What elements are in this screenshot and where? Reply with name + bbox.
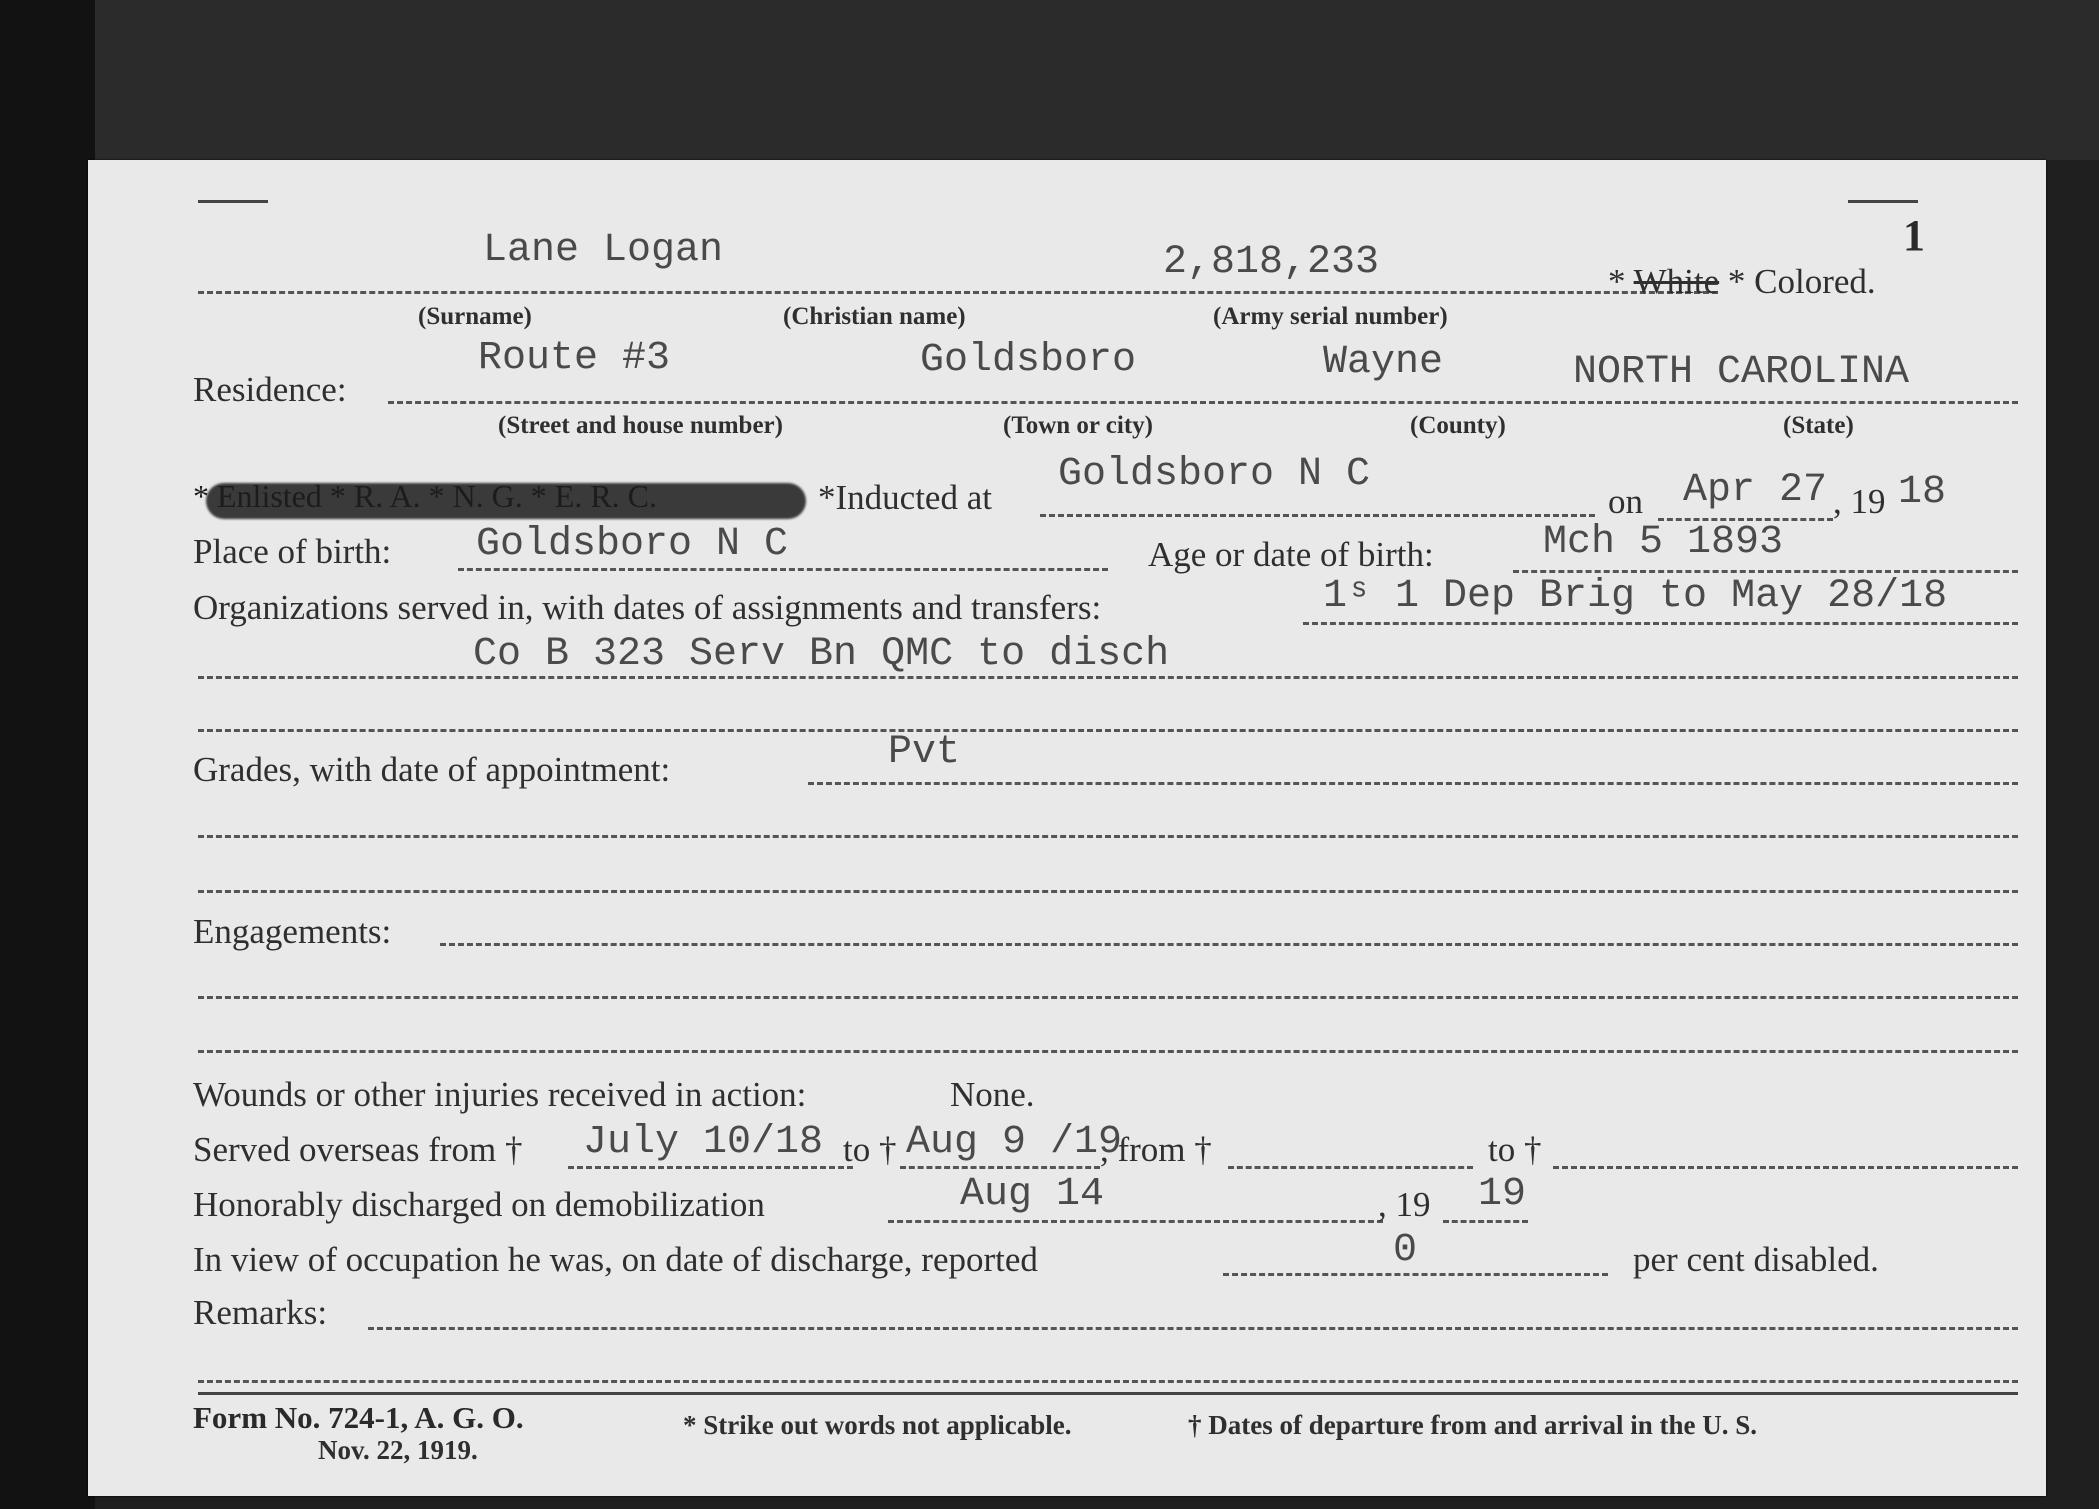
footnote-dates: † Dates of departure from and arrival in the U. S. — [1188, 1410, 1757, 1440]
form-number: Form No. 724-1, A. G. O. — [193, 1400, 524, 1435]
caption-christian-name: (Christian name) — [783, 303, 966, 330]
birthdate-value: Mch 5 1893 — [1543, 520, 1784, 565]
organizations-label: Organizations served in, with dates of assignments and transfers: — [193, 588, 1102, 627]
organizations-line-1 — [1303, 622, 2018, 625]
enlisted-options: * Enlisted * R. A. * N. G. * E. R. C. — [193, 478, 658, 514]
organization-entry-2: Co B 323 Serv Bn QMC to disch — [473, 632, 1170, 677]
overseas-to2-line — [1553, 1166, 2018, 1169]
footer-rule — [198, 1392, 2018, 1395]
grades-label: Grades, with date of appointment: — [193, 750, 671, 789]
overseas-from2-line — [1228, 1166, 1473, 1169]
discharge-date-line — [888, 1220, 1383, 1223]
remarks-line-1 — [368, 1327, 2018, 1330]
grades-line-3 — [198, 890, 2018, 893]
discharge-year-prefix: , 19 — [1378, 1185, 1431, 1224]
birthplace-label: Place of birth: — [193, 532, 392, 571]
service-record-card — [88, 160, 2046, 1496]
form-date: Nov. 22, 1919. — [318, 1435, 478, 1465]
caption-surname: (Surname) — [418, 303, 532, 330]
disability-line — [1223, 1273, 1608, 1276]
race-white-struck: White — [1633, 262, 1720, 301]
name-line — [198, 291, 1718, 294]
overseas-from-line — [568, 1166, 853, 1169]
birthplace-value: Goldsboro N C — [476, 522, 789, 567]
organization-entry-1: 1ˢ 1 Dep Brig to May 28/18 — [1323, 574, 1948, 619]
on-label: on — [1608, 482, 1643, 521]
overseas-to-date: Aug 9 /19 — [906, 1120, 1123, 1165]
discharge-year-suffix: 19 — [1478, 1172, 1527, 1217]
residence-street: Route #3 — [478, 336, 671, 381]
caption-serial-number: (Army serial number) — [1213, 303, 1448, 330]
caption-county: (County) — [1410, 412, 1506, 439]
inducted-label: *Inducted at — [818, 478, 992, 517]
disability-label: In view of occupation he was, on date of discharge, reported — [193, 1240, 1038, 1279]
residence-town: Goldsboro — [920, 338, 1137, 383]
residence-label: Residence: — [193, 370, 347, 409]
remarks-label: Remarks: — [193, 1293, 328, 1332]
engagements-line-3 — [198, 1050, 2018, 1053]
overseas-to-line — [900, 1166, 1100, 1169]
induction-year-suffix: 18 — [1898, 470, 1947, 515]
inducted-place-value: Goldsboro N C — [1058, 452, 1371, 497]
overseas-to-label: to † — [843, 1130, 897, 1169]
discharge-label: Honorably discharged on demobilization — [193, 1185, 765, 1224]
engagements-line-1 — [440, 943, 2018, 946]
caption-state: (State) — [1783, 412, 1854, 439]
organizations-line-2 — [198, 676, 2018, 679]
engagements-label: Engagements: — [193, 912, 392, 951]
birthplace-line — [458, 568, 1108, 571]
footnote-strike-out: * Strike out words not applicable. — [683, 1410, 1072, 1440]
disability-value: 0 — [1393, 1228, 1418, 1273]
inducted-line — [1040, 514, 1595, 517]
card-number: 1 — [1903, 211, 1925, 260]
induction-year-prefix: , 19 — [1833, 482, 1886, 521]
wounds-label: Wounds or other injuries received in action: — [193, 1075, 807, 1114]
discharge-year-line — [1443, 1220, 1528, 1223]
residence-state: NORTH CAROLINA — [1573, 350, 1910, 395]
top-right-rule — [1848, 200, 1918, 203]
disability-suffix: per cent disabled. — [1633, 1240, 1879, 1279]
overseas-label: Served overseas from † — [193, 1130, 523, 1169]
grades-line-2 — [198, 835, 2018, 838]
scanner-edge — [0, 0, 95, 1509]
residence-county: Wayne — [1323, 340, 1444, 385]
grades-value: Pvt — [888, 730, 961, 775]
serial-number-value: 2,818,233 — [1163, 240, 1380, 285]
surname-value: Lane Logan — [483, 228, 724, 273]
discharge-date: Aug 14 — [960, 1172, 1105, 1217]
overseas-from2-label: , from † — [1100, 1130, 1212, 1169]
birthdate-line — [1513, 570, 2018, 573]
birthdate-label: Age or date of birth: — [1148, 535, 1434, 574]
engagements-line-2 — [198, 996, 2018, 999]
caption-street: (Street and house number) — [498, 412, 783, 439]
wounds-value: None. — [950, 1075, 1035, 1114]
scanner-background — [0, 0, 2099, 160]
induction-date-value: Apr 27 — [1683, 468, 1828, 513]
overseas-to2-label: to † — [1488, 1130, 1542, 1169]
race-prefix: * — [1608, 262, 1626, 301]
grades-line-1 — [808, 782, 2018, 785]
caption-town: (Town or city) — [1003, 412, 1153, 439]
remarks-line-2 — [198, 1380, 2018, 1383]
organizations-line-3 — [198, 729, 2018, 732]
residence-line — [388, 401, 2018, 404]
race-colored: * Colored. — [1727, 262, 1876, 301]
overseas-from-date: July 10/18 — [583, 1120, 824, 1165]
race-field — [1608, 262, 1876, 302]
top-left-rule — [198, 200, 268, 203]
